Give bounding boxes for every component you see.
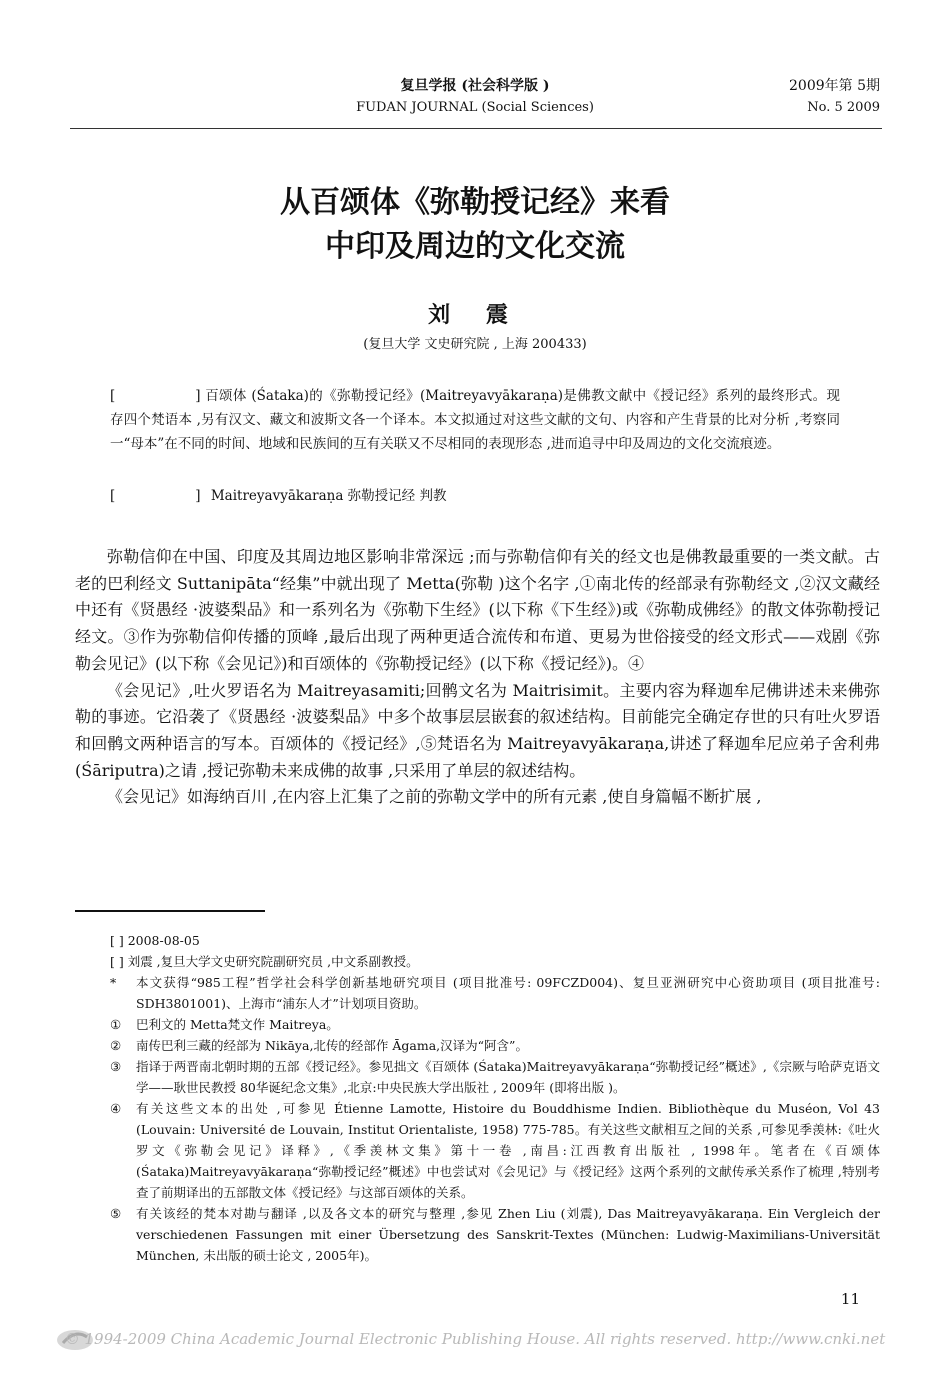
abstract-bracket-close: ] <box>195 388 201 404</box>
footnote-3: ③ 指译于两晋南北朝时期的五部《授记经》。参见拙文《百颂体 (Śataka)Maitreyavyākaraṇa“弥勒授记经”概述》,《宗厥与哈萨克语文学——耿世民教授 80华诞纪念文集》,北京:中央民族大学出版社 , 2009年 (即将出版 )。 <box>110 1059 880 1095</box>
body-paragraph-3: 《会见记》如海纳百川 ,在内容上汇集了之前的弥勒文学中的所有元素 ,使自身篇幅不断扩展 , <box>107 787 762 807</box>
issue-cn: 2009年第 5期 <box>789 78 880 94</box>
footnote-received: [ ] 2008-08-05 <box>110 933 200 948</box>
footnote-1: ① 巴利文的 Metta梵文作 Maitreya。 <box>110 1017 339 1032</box>
abstract <box>110 384 840 456</box>
header-rule <box>70 128 882 129</box>
footnotes <box>110 930 880 1266</box>
abstract-bracket-open: [ <box>110 388 116 404</box>
footnote-bio: [ ] 刘震 ,复旦大学文史研究院副研究员 ,中文系副教授。 <box>110 954 419 969</box>
body-text <box>75 544 880 811</box>
body-paragraph-1: 弥勒信仰在中国、印度及其周边地区影响非常深远 ;而与弥勒信仰有关的经文也是佛教最重要的一类文献。古老的巴利经文 Suttanipāta“经集”中就出现了 Metta(弥勒 )这个名字 ,①南北传的经部录有弥勒经文 ,②汉文藏经中还有《贤愚经 ·波婆梨品》和一系列名为《弥勒下生经》(以下称《下生经》)或《弥勒成佛经》的散文体弥勒授记经文。③作为弥勒信仰传播的顶峰 ,最后出现了两种更适合流传和布道、更易为世俗接受的经文形式——戏剧《弥勒会见记》(以下称《会见记》)和百颂体的《弥勒授记经》(以下称《授记经》)。④ <box>75 547 880 673</box>
page-number: 11 <box>840 1290 860 1308</box>
keywords-text: Maitreyavyākaraṇa 弥勒授记经 判教 <box>210 488 447 504</box>
issue-en: No. 5 2009 <box>807 100 880 115</box>
article-title-line2: 中印及周边的文化交流 <box>325 229 625 264</box>
author-name: 刘 震 <box>428 302 522 328</box>
keywords-bracket-open: [ <box>110 488 116 504</box>
footnote-2: ② 南传巴利三藏的经部为 Nikāya,北传的经部作 Āgama,汉译为“阿含”。 <box>110 1038 528 1053</box>
footnote-fund: * 本文获得“985工程”哲学社会科学创新基地研究项目 (项目批准号: 09FCZD004)、复旦亚洲研究中心资助项目 (项目批准号: SDH3801001)、上海市“浦东人才”计划项目资助。 <box>110 975 880 1011</box>
footnote-5: ⑤ 有关该经的梵本对勘与翻译 ,以及各文本的研究与整理 ,参见 Zhen Liu (刘震), Das Maitreyavyākaraṇa. Ein Vergleich der verschiedenen Fassungen mit einer Übersetzung des Sanskrit-Textes (München: Ludwig-Maximilians-Universität München, 未出版的硕士论文 , 2005年)。 <box>110 1206 880 1263</box>
keywords <box>110 484 840 508</box>
keywords-bracket-close: ] <box>195 488 201 504</box>
article-title-line1: 从百颂体《弥勒授记经》来看 <box>280 185 670 220</box>
body-paragraph-2: 《会见记》,吐火罗语名为 Maitreyasamiti;回鹘文名为 Maitrisimit。主要内容为释迦牟尼佛讲述未来佛弥勒的事迹。它沿袭了《贤愚经 ·波婆梨品》中多个故事层层嵌套的叙述结构。目前能完全确定存世的只有吐火罗语和回鹘文两种语言的写本。百颂体的《授记经》,⑤梵语名为 Maitreyavyākaraṇa,讲述了释迦牟尼应弟子舍利弗 (Śāriputra)之请 ,授记弥勒未来成佛的故事 ,只采用了单层的叙述结构。 <box>75 680 880 780</box>
abstract-text: 百颂体 (Śataka)的《弥勒授记经》(Maitreyavyākaraṇa)是佛教文献中《授记经》系列的最终形式。现存四个梵语本 ,另有汉文、藏文和波斯文各一个译本。本文拟通过对这些文献的文句、内容和产生背景的比对分析 ,考察同一“母本”在不同的时间、地域和民族间的互有关联又不尽相同的表现形态 ,进而追寻中印及周边的文化交流痕迹。 <box>110 388 840 452</box>
author-affiliation: (复旦大学 文史研究院 , 上海 200433) <box>363 337 587 352</box>
journal-title-en: FUDAN JOURNAL (Social Sciences) <box>356 100 594 115</box>
footnote-rule <box>75 910 265 912</box>
copyright-footer: © 1994-2009 China Academic Journal Electronic Publishing House. All rights reserved. http://www.cnki.net <box>64 1330 886 1348</box>
journal-title-cn: 复旦学报 (社会科学版 ) <box>400 78 550 94</box>
footnote-4: ④ 有关这些文本的出处 ,可参见 Étienne Lamotte, Histoire du Bouddhisme Indien. Bibliothèque du Muséon, Vol 43 (Louvain: Université de Louvain, Institut Orientaliste, 1958) 775-785。有关这些文献相互之间的关系 ,可参见季羡林:《吐火罗文《弥勒会见记》译释》,《季羡林文集》第十一卷 ,南昌:江西教育出版社 , 1998年。笔者在《百颂体 (Śataka)Maitreyavyākaraṇa“弥勒授记经”概述》中也尝试对《会见记》与《授记经》这两个系列的文献传承关系作了梳理 ,特别考查了前期译出的五部散文体《授记经》与这部百颂体的关系。 <box>110 1101 880 1200</box>
